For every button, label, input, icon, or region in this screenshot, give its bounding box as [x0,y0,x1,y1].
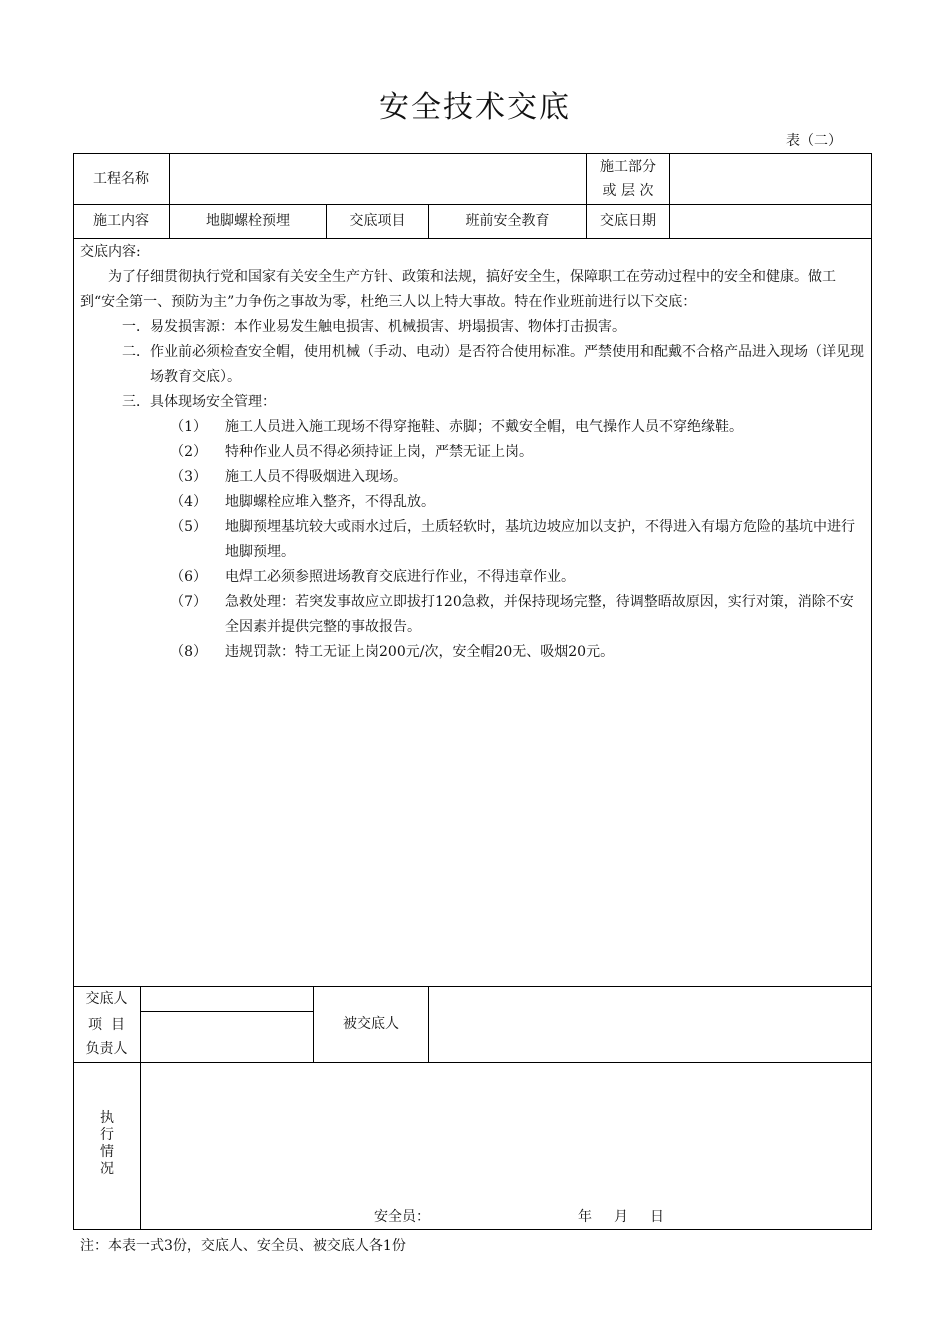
content-intro: 为了仔细贯彻执行党和国家有关安全生产方针、政策和法规，搞好安全生，保障职工在劳动过程中的安全和健康。做工到“安全第一、预防为主”力争伤之事故为零，杜绝三人以上特大事故。特在作业班前进行以下交底： [80,269,836,310]
execution-label [97,1110,117,1178]
section-text: 作业前必须检查安全帽，使用机械（手动、电动）是否符合使用标准。严禁使用和配戴不合格产品进入现场（详见现场教育交底）。 [150,344,864,385]
item-number: （3） [170,469,207,485]
project-manager-value[interactable] [141,1012,313,1062]
project-manager-label-line2: 负责人 [85,1040,128,1057]
page-title: 安全技术交底 [379,90,571,125]
construction-part-label-line1: 施工部分 [600,158,656,175]
disclosure-content [80,240,865,665]
project-manager-label [73,1011,140,1062]
receiver-value[interactable] [429,986,872,1062]
disclosure-item-label: 交底项目 [349,213,406,229]
item-number: （4） [170,494,207,510]
footnote: 注：本表一式3份，交底人、安全员、被交底人各1份 [80,1238,406,1254]
item-number: （2） [170,444,207,460]
discloser-label: 交底人 [85,990,128,1007]
project-name-value[interactable] [170,153,586,204]
item-text: 施工人员不得吸烟进入现场。 [225,469,407,485]
list-item [80,515,865,565]
item-text: 急救处理：若突发事故应立即拔打120急救，并保持现场完整，待调整晤故原因，实行对策，消除不安全因素并提供完整的事故报告。 [225,594,854,635]
section-number: 三． [122,394,150,410]
construction-part-value[interactable] [670,153,872,204]
table-number: 表（二） [786,133,842,149]
construction-part-label [587,153,669,204]
item-text: 电焊工必须参照进场教育交底进行作业，不得违章作业。 [225,569,575,585]
execution-label-char: 执 [100,1110,114,1126]
disclosure-date-value[interactable] [670,204,872,238]
disclosure-item-value[interactable]: 班前安全教育 [465,213,550,229]
list-item [80,415,865,440]
discloser-value[interactable] [141,986,313,1011]
section-item [80,315,865,340]
item-number: （6） [170,569,207,585]
row-divider [73,238,872,239]
list-item [80,640,865,665]
project-manager-label-line1: 项 目 [88,1016,125,1033]
section-text: 易发损害源：本作业易发生触电损害、机械损害、坍塌损害、物体打击损害。 [150,319,626,335]
execution-label-char: 况 [100,1161,114,1177]
content-heading: 交底内容: [80,244,141,260]
section-number: 二． [122,344,150,360]
section-item [80,340,865,390]
construction-part-label-line2: 或 层 次 [602,182,654,199]
receiver-label: 被交底人 [343,1016,399,1032]
execution-value[interactable] [141,1063,872,1203]
work-content-label: 施工内容 [93,213,149,229]
date-month-label: 月 [614,1209,628,1225]
item-number: （7） [170,594,207,610]
section-text: 具体现场安全管理： [150,394,276,410]
date-year-label: 年 [578,1209,592,1225]
item-text: 地脚预埋基坑较大或雨水过后，土质轻软时，基坑边坡应加以支护，不得进入有塌方危险的基坑中进行地脚预埋。 [225,519,855,560]
date-day-label: 日 [650,1209,664,1225]
item-text: 违规罚款：特工无证上岗200元/次，安全帽20无、吸烟20元。 [225,644,615,660]
item-text: 特种作业人员不得必须持证上岗，严禁无证上岗。 [225,444,533,460]
item-text: 施工人员进入施工现场不得穿拖鞋、赤脚；不戴安全帽，电气操作人员不穿绝缘鞋。 [225,419,743,435]
disclosure-date-label: 交底日期 [600,213,656,229]
item-text: 地脚螺栓应堆入整齐，不得乱放。 [225,494,435,510]
item-number: （1） [170,419,207,435]
execution-label-char: 情 [100,1144,114,1160]
item-number: （5） [170,519,207,535]
work-content-value[interactable]: 地脚螺栓预埋 [206,213,290,229]
section-number: 一． [122,319,150,335]
list-item [80,590,865,640]
execution-label-char: 行 [100,1127,114,1143]
list-item [80,490,865,515]
list-item [80,565,865,590]
project-name-label: 工程名称 [93,170,149,187]
item-number: （8） [170,644,207,660]
list-item [80,440,865,465]
list-item [80,465,865,490]
safety-officer-label: 安全员： [374,1209,430,1225]
section-item [80,390,865,415]
